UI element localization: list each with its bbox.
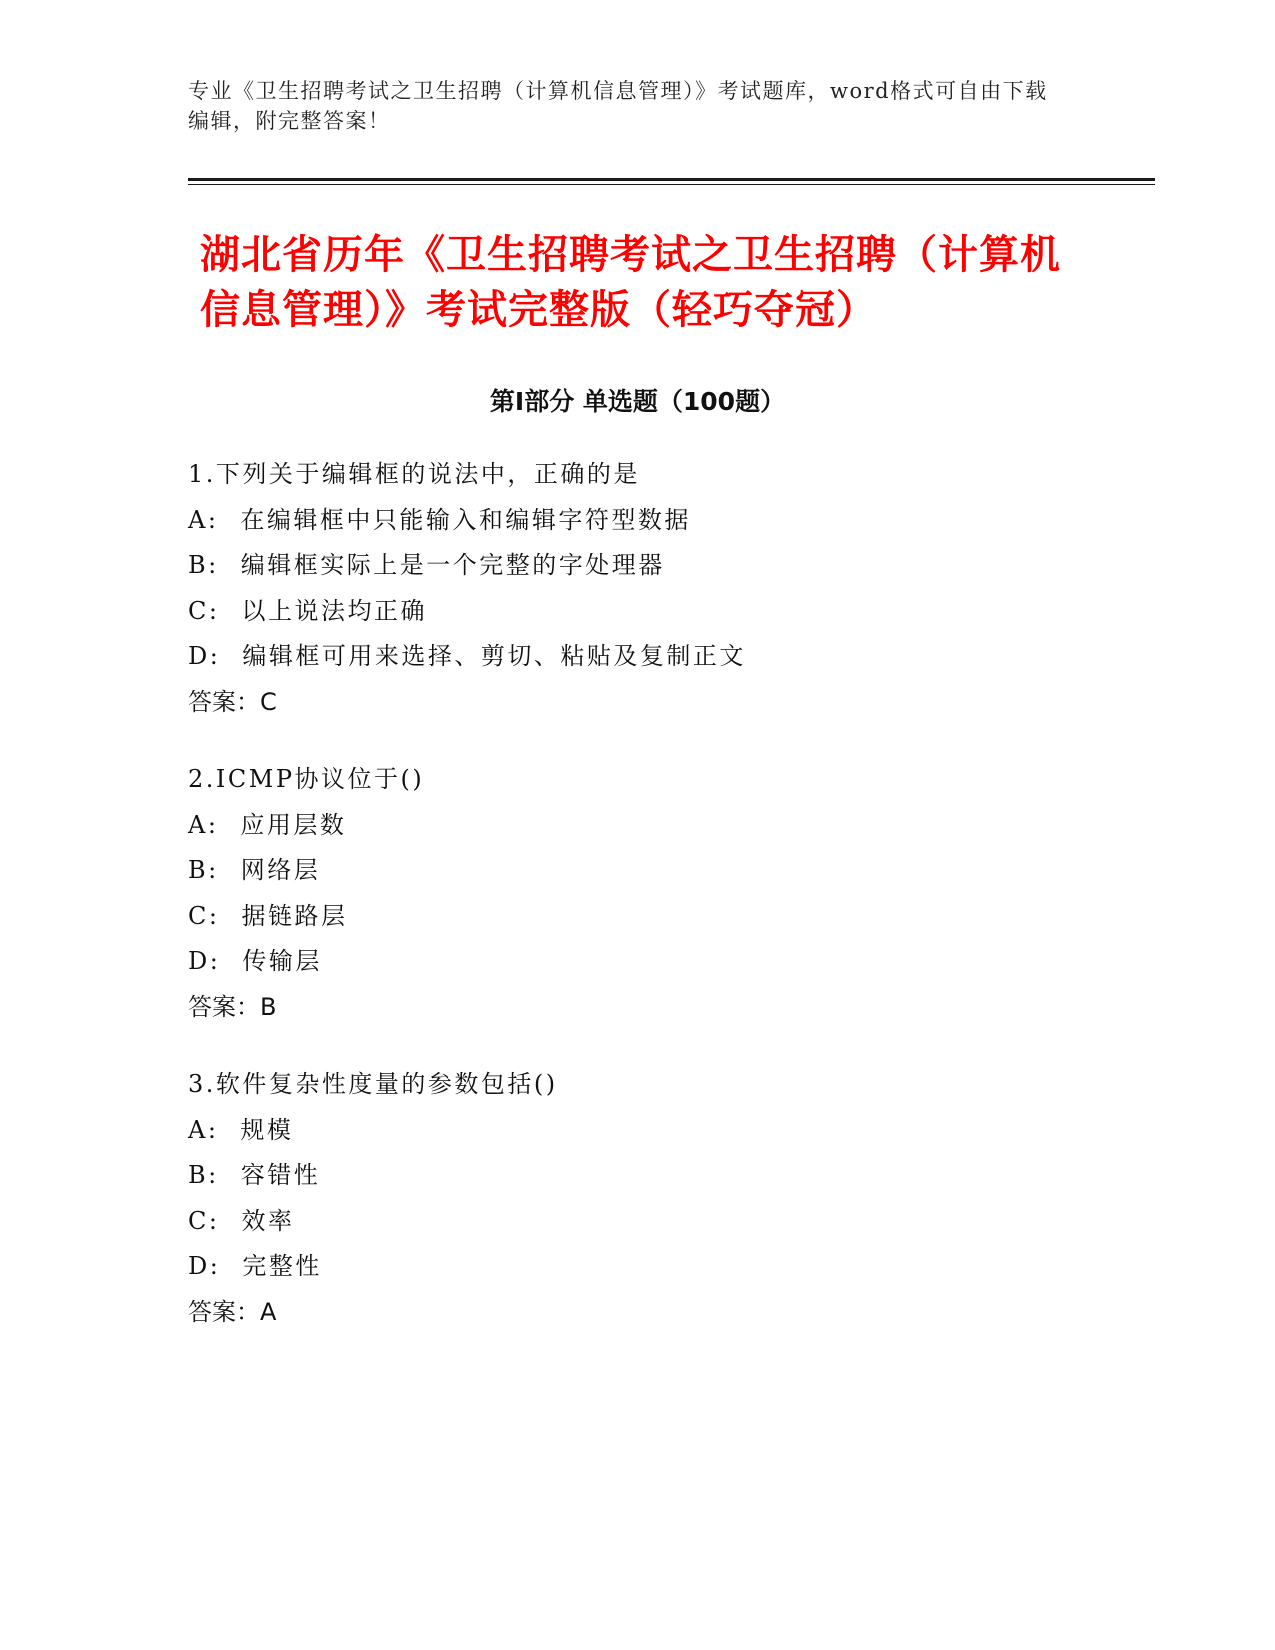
option-text: 完整性 <box>242 1252 322 1280</box>
question-stem: 1.下列关于编辑框的说法中，正确的是 <box>188 460 640 488</box>
option-letter: D: <box>188 947 221 975</box>
option-c <box>188 589 1088 635</box>
option-a <box>188 1108 1088 1154</box>
option-letter: A: <box>188 810 219 839</box>
document-title: 湖北省历年《卫生招聘考试之卫生招聘（计算机信息管理）》考试完整版（轻巧夺冠） <box>200 232 1061 333</box>
question-stem: 2.ICMP协议位于() <box>188 765 425 793</box>
option-b <box>188 848 1088 894</box>
question-2 <box>188 757 1088 1030</box>
option-letter: C: <box>188 1206 220 1235</box>
answer-line: 答案：A <box>188 1297 277 1326</box>
option-text: 编辑框实际上是一个完整的字处理器 <box>240 551 665 579</box>
question-1 <box>188 452 1088 725</box>
option-letter: B: <box>188 1161 219 1189</box>
option-letter: B: <box>188 856 219 884</box>
option-letter: D: <box>188 1252 221 1280</box>
option-letter: C: <box>188 901 220 930</box>
answer-line: 答案：B <box>188 992 277 1021</box>
header-rule-thick <box>188 178 1155 181</box>
option-text: 传输层 <box>242 947 322 975</box>
header-note: 专业《卫生招聘考试之卫生招聘（计算机信息管理）》考试题库，word格式可自由下载编辑，附完整答案！ <box>188 79 1048 133</box>
option-d <box>188 634 1088 680</box>
question-3 <box>188 1062 1088 1335</box>
option-text: 规模 <box>240 1115 294 1144</box>
option-a <box>188 803 1088 849</box>
option-letter: A: <box>188 1115 219 1144</box>
option-letter: C: <box>188 596 220 625</box>
option-d <box>188 1244 1088 1290</box>
section-title: 第Ⅰ部分 单选题（100题） <box>489 387 786 416</box>
option-b <box>188 543 1088 589</box>
option-text: 据链路层 <box>241 901 348 930</box>
option-text: 在编辑框中只能输入和编辑字符型数据 <box>240 505 691 534</box>
question-stem: 3.软件复杂性度量的参数包括() <box>188 1070 558 1098</box>
option-text: 容错性 <box>240 1161 321 1189</box>
answer-line: 答案：C <box>188 687 277 716</box>
option-text: 编辑框可用来选择、剪切、粘贴及复制正文 <box>242 642 746 670</box>
option-c <box>188 1199 1088 1245</box>
option-letter: B: <box>188 551 219 579</box>
header-rule-thin <box>188 184 1155 185</box>
option-c <box>188 894 1088 940</box>
option-text: 应用层数 <box>240 810 347 839</box>
option-text: 网络层 <box>240 856 321 884</box>
option-text: 效率 <box>241 1206 295 1235</box>
option-b <box>188 1153 1088 1199</box>
option-letter: D: <box>188 642 221 670</box>
option-text: 以上说法均正确 <box>241 596 427 625</box>
option-d <box>188 939 1088 985</box>
option-a <box>188 498 1088 544</box>
option-letter: A: <box>188 505 219 534</box>
